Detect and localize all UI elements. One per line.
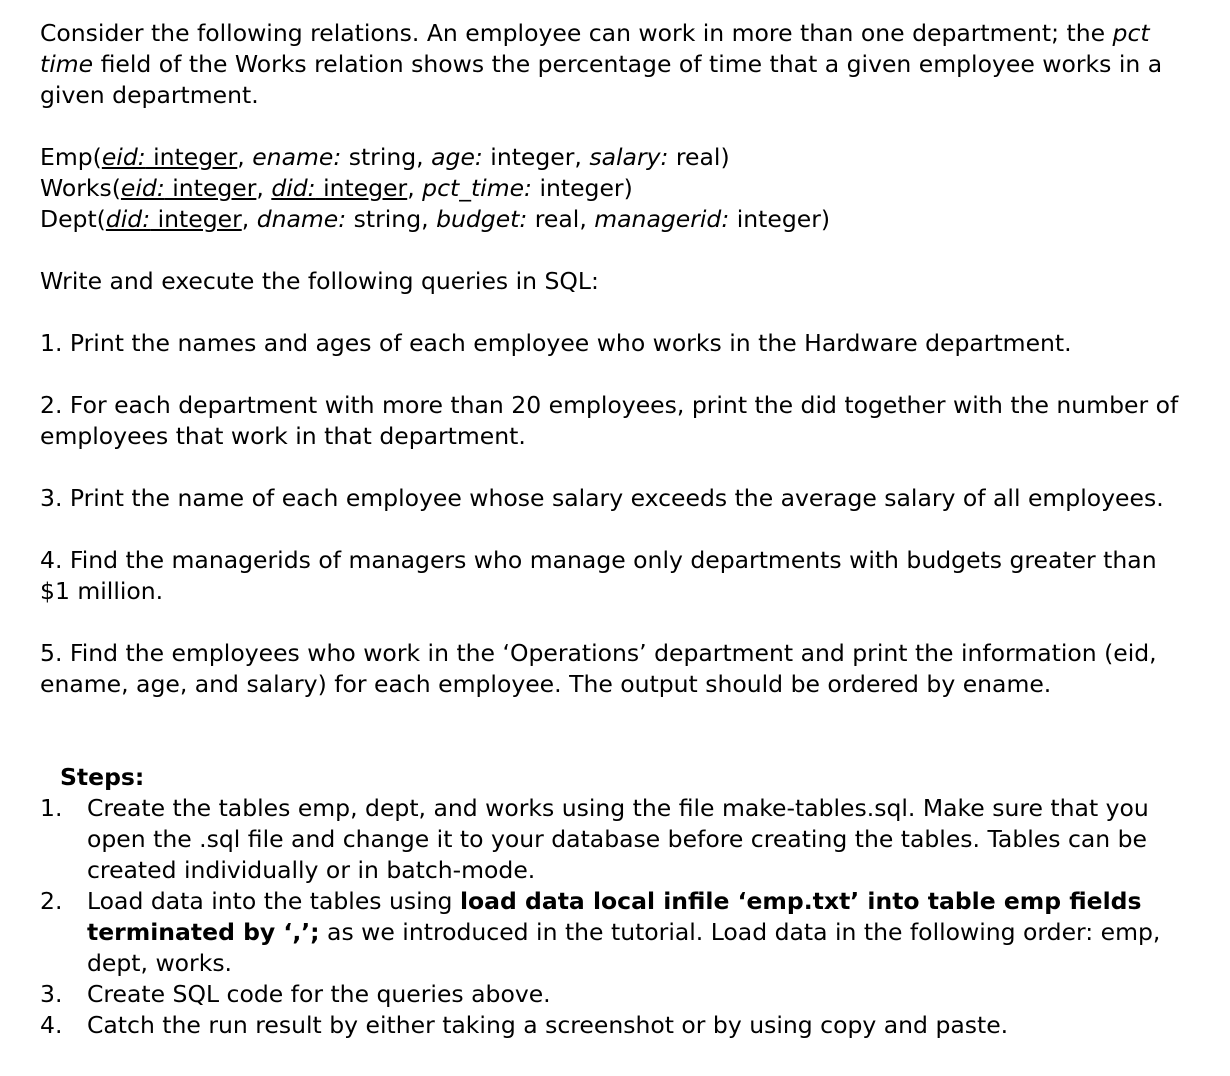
spacer (40, 607, 1190, 638)
intro-line-2 (40, 49, 1190, 80)
step-text (87, 886, 1190, 979)
attr-type: integer, (482, 143, 590, 171)
schema-emp (40, 142, 1190, 173)
assignment-document (40, 18, 1190, 1041)
steps-title: Steps: (60, 763, 145, 791)
step-number: 3. (40, 980, 63, 1008)
attr-type: real) (668, 143, 730, 171)
attr-type: integer (150, 205, 242, 233)
attr-label: dname: (256, 205, 347, 233)
intro-text: Consider the following relations. An employee can work in more than one department; the (40, 19, 1113, 47)
step-number: 2. (40, 887, 63, 915)
step-text-plain: as we introduced in the tutorial. Load data in the following order: emp, dept, works. (87, 918, 1161, 977)
attr-label: managerid: (594, 205, 730, 233)
attr-label: salary: (589, 143, 669, 171)
primary-key (121, 174, 256, 202)
spacer (40, 514, 1190, 545)
step-4 (40, 1010, 1190, 1041)
separator: , (237, 143, 253, 171)
attr-label: budget: (436, 205, 528, 233)
schema-works (40, 173, 1190, 204)
relation-name: Emp( (40, 143, 102, 171)
step-3 (40, 979, 1190, 1010)
intro-line-1 (40, 18, 1190, 49)
intro-text: field of the Works relation shows the percentage of time that a given employee works in a (93, 50, 1163, 78)
spacer (40, 731, 1190, 762)
step-text-plain: Load data into the tables using (87, 887, 460, 915)
attr-label: did: (105, 205, 151, 233)
query-5-line-2: ename, age, and salary) for each employee. The output should be ordered by ename. (40, 670, 1052, 698)
spacer (40, 235, 1190, 266)
step-1 (40, 793, 1190, 886)
query-2-line-2: employees that work in that department. (40, 422, 526, 450)
attr-type: integer) (531, 174, 633, 202)
time-term: time (40, 50, 94, 78)
attr-type: integer (164, 174, 257, 202)
instruction: Write and execute the following queries in SQL: (40, 267, 599, 295)
separator: , (241, 205, 257, 233)
step-text: Create the tables emp, dept, and works using the file make-tables.sql. Make sure that you open the .sql file and change it to your database before creating the tables. Tables can be created individually or in batch-mode. (87, 794, 1149, 884)
separator: , (407, 174, 423, 202)
primary-key (102, 143, 237, 171)
attr-label: age: (431, 143, 483, 171)
spacer (40, 111, 1190, 142)
separator: , (256, 174, 272, 202)
pct-term: pct (1112, 19, 1150, 47)
step-number: 4. (40, 1011, 63, 1039)
schema-dept (40, 204, 1190, 235)
intro-line-3: given department. (40, 81, 259, 109)
query-4-line-1: 4. Find the managerids of managers who manage only departments with budgets greater than (40, 546, 1157, 574)
relation-name: Dept( (40, 205, 106, 233)
attr-label: did: (271, 174, 316, 202)
primary-key (106, 205, 242, 233)
query-2-line-1: 2. For each department with more than 20 employees, print the did together with the number of (40, 391, 1179, 419)
query-1: 1. Print the names and ages of each employee who works in the Hardware department. (40, 329, 1072, 357)
spacer (40, 700, 1190, 731)
attr-type: integer (145, 143, 238, 171)
attr-label: pct_time: (422, 174, 532, 202)
sql-command: load data local infile ‘emp.txt’ into table emp fields terminated by ‘,’; (87, 887, 1142, 946)
relation-name: Works( (40, 174, 121, 202)
step-2 (40, 886, 1190, 979)
spacer (40, 452, 1190, 483)
step-number: 1. (40, 794, 63, 822)
attr-label: eid: (120, 174, 165, 202)
query-4-line-2: $1 million. (40, 577, 164, 605)
attr-type: integer) (729, 205, 831, 233)
attr-type: real, (527, 205, 595, 233)
attr-label: eid: (101, 143, 146, 171)
attr-type: string, (346, 205, 437, 233)
query-3: 3. Print the name of each employee whose salary exceeds the average salary of all employees. (40, 484, 1164, 512)
primary-key (271, 174, 407, 202)
step-text: Catch the run result by either taking a screenshot or by using copy and paste. (87, 1011, 1009, 1039)
query-5-line-1: 5. Find the employees who work in the ‘Operations’ department and print the information (eid, (40, 639, 1157, 667)
attr-type: integer (315, 174, 408, 202)
attr-label: ename: (252, 143, 342, 171)
spacer (40, 359, 1190, 390)
spacer (40, 297, 1190, 328)
step-text: Create SQL code for the queries above. (87, 980, 551, 1008)
attr-type: string, (341, 143, 432, 171)
